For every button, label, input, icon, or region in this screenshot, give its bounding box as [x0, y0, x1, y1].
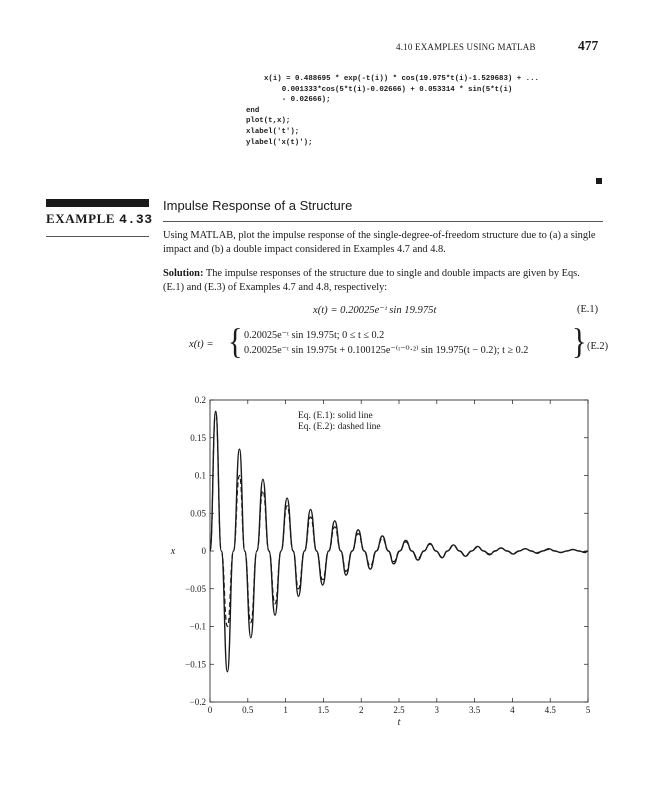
solution-text: The impulse responses of the structure due to single and double impacts are given by Eqs. (E.1) and (E.3) of Examples 4.7 and 4.8, respectively: [163, 268, 580, 293]
code-line: - 0.02666); [264, 96, 331, 105]
code-line: end [246, 106, 260, 115]
y-tick-label: 0.1 [194, 470, 206, 481]
legend-entry: Eq. (E.1): solid line [298, 411, 373, 421]
x-tick-label: 4 [510, 705, 515, 715]
y-tick-label: −0.15 [185, 659, 206, 670]
example-word: EXAMPLE [46, 211, 116, 226]
example-label [46, 211, 153, 227]
x-tick-label: 4.5 [544, 705, 556, 715]
title-rule [163, 221, 603, 222]
left-brace: { [228, 321, 243, 362]
equation-e1-number: (E.1) [577, 304, 599, 315]
x-tick-label: 0.5 [242, 705, 254, 715]
y-tick-label: 0.05 [190, 508, 206, 519]
x-tick-label: 3.5 [468, 705, 481, 715]
y-axis-label: x [170, 546, 176, 557]
x-tick-label: 2 [358, 705, 364, 715]
right-brace: } [572, 321, 587, 362]
equation-e2-lhs: x(t) = [189, 339, 214, 350]
x-tick-label: 3 [434, 705, 440, 715]
x-tick-label: 1.5 [317, 705, 330, 715]
x-tick-label: 5 [585, 705, 591, 715]
y-tick-label: −0.05 [185, 583, 206, 594]
code-line: ylabel('x(t)'); [246, 138, 313, 147]
equation-e2-case1: 0.20025e⁻ᵗ sin 19.975t; 0 ≤ t ≤ 0.2 [244, 330, 385, 341]
code-line: 0.001333*cos(5*t(i)-0.02666) + 0.053314 * sin(5*t(i) [264, 85, 513, 94]
code-line: xlabel('t'); [246, 128, 300, 136]
equation-e2-case2: 0.20025e⁻ᵗ sin 19.975t + 0.100125e⁻⁽ᵗ⁻⁰·²⁾ sin 19.975(t − 0.2); t ≥ 0.2 [244, 345, 529, 356]
equation-e2-number: (E.2) [587, 341, 609, 352]
y-tick-label: 0 [201, 546, 206, 556]
x-tick-label: 1 [283, 705, 288, 715]
x-axis-label: t [397, 717, 401, 728]
equation-e1: x(t) = 0.20025e⁻ᵗ sin 19.975t [313, 305, 437, 316]
x-tick-label: 0 [207, 705, 213, 715]
example-bar [46, 199, 149, 207]
end-of-example-mark [596, 178, 602, 184]
y-tick-label: 0.2 [194, 395, 206, 405]
legend-entry: Eq. (E.2): dashed line [298, 422, 381, 432]
x-tick-label: 2.5 [393, 705, 405, 715]
problem-text: Using MATLAB, plot the impulse response of the single-degree-of-freedom structure due to (a) a single impact and (b) a double impact considered in Examples 4.7 and 4.8. [163, 230, 596, 255]
solution-paragraph [163, 267, 603, 295]
y-tick-label: −0.2 [189, 697, 206, 707]
example-title: Impulse Response of a Structure [163, 198, 353, 213]
code-line: plot(t,x); [246, 117, 291, 126]
page-number: 477 [578, 38, 599, 53]
code-line: x(i) = 0.488695 * exp(-t(i)) * cos(19.975*t(i)-1.529683) + ... [264, 75, 539, 83]
solution-label: Solution: [163, 268, 204, 279]
impulse-response-chart [0, 380, 645, 730]
example-rule [46, 236, 149, 237]
example-number: 4.33 [119, 212, 153, 227]
running-header-section: 4.10 EXAMPLES USING MATLAB [396, 42, 536, 52]
y-tick-label: 0.15 [190, 432, 206, 443]
y-tick-label: −0.1 [189, 621, 206, 632]
